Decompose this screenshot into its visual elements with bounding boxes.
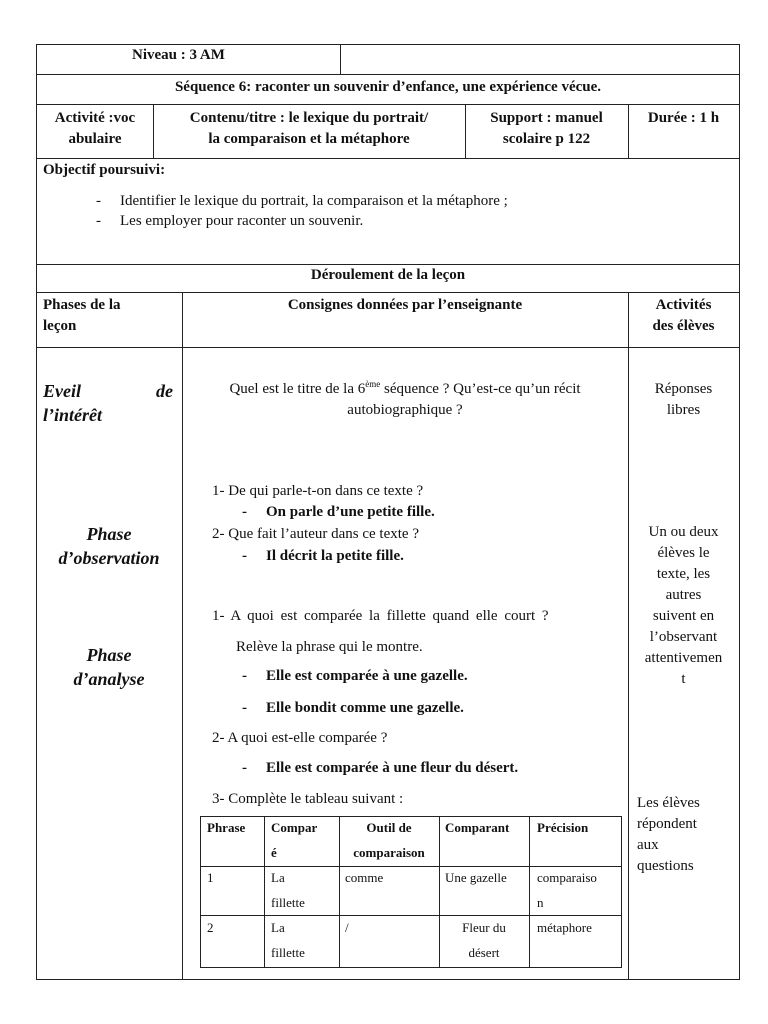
- observation-activite-2: élèves le: [657, 545, 710, 561]
- eveil-question-line2: autobiographique ?: [347, 402, 463, 418]
- eveil-question-sup: ème: [365, 379, 381, 389]
- col-activites-line1: Activités: [655, 297, 712, 313]
- table-header-compare-2: é: [271, 845, 277, 860]
- analyse-q1-line2: Relève la phrase qui le montre.: [236, 639, 423, 655]
- analyse-q2: 2- A quoi est-elle comparée ?: [212, 730, 388, 746]
- deroulement-title: Déroulement de la leçon: [310, 267, 466, 283]
- table-header-compare-1: Compar: [271, 820, 318, 835]
- col-phases-line2: leçon: [43, 318, 77, 334]
- observation-q2: 2- Que fait l’auteur dans ce texte ?: [212, 526, 419, 542]
- analyse-a3-dash: -: [242, 760, 247, 776]
- table-header-precision: Précision: [537, 820, 589, 835]
- analyse-a3: Elle est comparée à une fleur du désert.: [266, 760, 519, 776]
- col-activites-line2: des élèves: [652, 318, 715, 334]
- contenu-line1: Contenu/titre : le lexique du portrait/: [189, 110, 429, 126]
- table-row2-compare-1: La: [271, 920, 285, 935]
- objectif-dash-1: -: [96, 193, 101, 209]
- observation-activite-7: attentivemen: [644, 650, 723, 666]
- eveil-question-part1: Quel est le titre de la 6: [229, 381, 366, 397]
- analyse-activite-3: aux: [637, 837, 659, 853]
- table-row1-comparant: Une gazelle: [445, 870, 507, 885]
- contenu-line2: la comparaison et la métaphore: [208, 131, 410, 147]
- table-header-comparant: Comparant: [445, 820, 510, 835]
- activite-line1: Activité :voc: [54, 110, 136, 126]
- observation-a2: Il décrit la petite fille.: [266, 548, 404, 564]
- analyse-a2-dash: -: [242, 700, 247, 716]
- observation-a1: On parle d’une petite fille.: [266, 504, 435, 520]
- analyse-activite-4: questions: [637, 858, 694, 874]
- duree-label: Durée : 1 h: [647, 110, 720, 126]
- objectif-item-2: Les employer pour raconter un souvenir.: [120, 213, 364, 229]
- phase-analyse-line1: Phase: [86, 645, 132, 665]
- analyse-activite-2: répondent: [637, 816, 697, 832]
- table-header-phrase: Phrase: [207, 820, 246, 835]
- analyse-a1-dash: -: [242, 668, 247, 684]
- table-row2-phrase: 2: [207, 920, 214, 935]
- observation-activite-1: Un ou deux: [648, 524, 719, 540]
- analyse-q1-text: 1- A quoi est comparée la fillette quand elle court ?: [212, 608, 549, 624]
- phase-eveil-word3: l’intérêt: [43, 405, 102, 425]
- analyse-activite-1: Les élèves: [637, 795, 700, 811]
- table-row1-compare-1: La: [271, 870, 285, 885]
- analyse-a1: Elle est comparée à une gazelle.: [266, 668, 468, 684]
- observation-activite-4: autres: [665, 587, 702, 603]
- eveil-reponse-line1: Réponses: [654, 381, 713, 397]
- analyse-q1-line1: [212, 606, 624, 627]
- support-line2: scolaire p 122: [502, 131, 591, 147]
- phase-observation-line1: Phase: [86, 524, 132, 544]
- col-consignes: Consignes données par l’enseignante: [287, 297, 523, 313]
- analyse-a2: Elle bondit comme une gazelle.: [266, 700, 464, 716]
- table-row1-precision-2: n: [537, 895, 544, 910]
- eveil-question-line1: [182, 379, 628, 400]
- eveil-reponse-line2: libres: [666, 402, 701, 418]
- observation-a1-dash: -: [242, 504, 247, 520]
- observation-a2-dash: -: [242, 548, 247, 564]
- table-row2-comparant-1: Fleur du: [462, 920, 506, 935]
- table-row1-compare-2: fillette: [271, 895, 305, 910]
- sequence-title: Séquence 6: raconter un souvenir d’enfance, une expérience vécue.: [174, 79, 602, 95]
- observation-activite-5: suivent en: [652, 608, 715, 624]
- table-row1-outil: comme: [345, 870, 384, 885]
- analyse-q3: 3- Complète le tableau suivant :: [212, 791, 404, 807]
- table-row2-comparant-2: désert: [468, 945, 500, 960]
- table-row2-compare-2: fillette: [271, 945, 305, 960]
- activite-line2: abulaire: [68, 131, 122, 147]
- table-header-outil-2: comparaison: [353, 845, 425, 860]
- observation-activite-6: l’observant: [649, 629, 718, 645]
- phase-eveil-word1: Eveil: [43, 381, 81, 401]
- table-row2-precision: métaphore: [537, 920, 592, 935]
- objectif-item-1: Identifier le lexique du portrait, la comparaison et la métaphore ;: [120, 193, 508, 209]
- observation-q1: 1- De qui parle-t-on dans ce texte ?: [212, 483, 424, 499]
- phase-analyse-line2: d’analyse: [73, 669, 145, 689]
- table-row1-phrase: 1: [207, 870, 214, 885]
- phase-eveil-word2: de: [156, 381, 173, 401]
- niveau-label: Niveau : 3 AM: [132, 47, 225, 63]
- observation-activite-8: t: [681, 671, 686, 687]
- table-header-outil-1: Outil de: [366, 820, 412, 835]
- col-phases-line1: Phases de la: [43, 297, 121, 313]
- phase-observation-line2: d’observation: [58, 548, 160, 568]
- eveil-question-part2: séquence ? Qu’est-ce qu’un récit: [380, 381, 581, 397]
- objectif-title: Objectif poursuivi:: [43, 162, 166, 178]
- table-row1-precision-1: comparaiso: [537, 870, 597, 885]
- table-row2-outil: /: [345, 920, 349, 935]
- observation-activite-3: texte, les: [656, 566, 711, 582]
- objectif-dash-2: -: [96, 213, 101, 229]
- support-line1: Support : manuel: [490, 110, 603, 126]
